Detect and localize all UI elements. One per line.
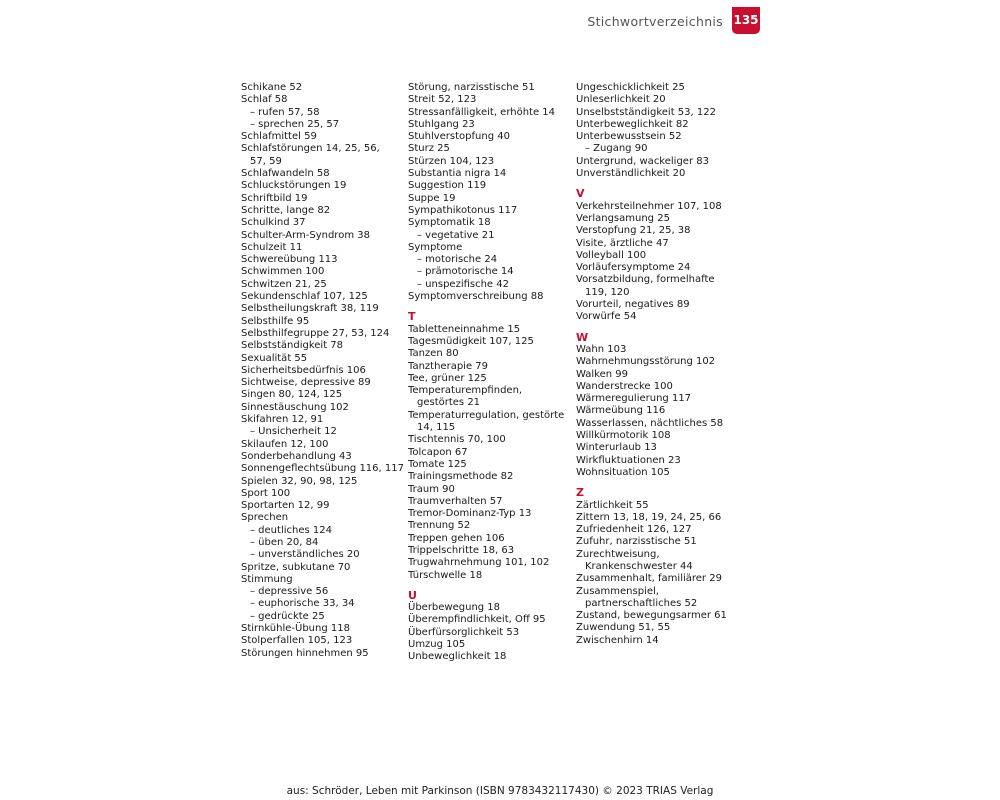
index-entry: Überbewegung 18 bbox=[408, 602, 501, 614]
index-entry: Störung, narzisstische 51 bbox=[408, 82, 535, 93]
index-entry: Singen 80, 124, 125 bbox=[241, 389, 343, 401]
index-entry: Wasserlassen, nächtliches 58 bbox=[576, 417, 724, 429]
index-entry-continuation: 57, 59 bbox=[250, 155, 282, 167]
index-section-letter: U bbox=[408, 588, 417, 602]
index-entry: Walken 99 bbox=[576, 368, 628, 380]
index-entry-continuation: gestörtes 21 bbox=[417, 397, 481, 409]
index-section-letter: W bbox=[576, 330, 589, 344]
index-entry: Volleyball 100 bbox=[576, 249, 647, 261]
index-entry: Zusammenhalt, familiärer 29 bbox=[576, 573, 722, 585]
index-entry: Schritte, lange 82 bbox=[241, 204, 331, 216]
index-entry: Schlafmittel 59 bbox=[241, 131, 317, 143]
index-entry: Schulkind 37 bbox=[241, 217, 306, 229]
index-entry: Wahrnehmungsstörung 102 bbox=[576, 356, 716, 368]
index-entry: Sturz 25 bbox=[408, 143, 450, 155]
index-entry: Tagesmüdigkeit 107, 125 bbox=[408, 335, 534, 347]
index-subentry: – prämotorische 14 bbox=[417, 266, 514, 278]
index-entry: Selbsthilfe 95 bbox=[241, 315, 310, 327]
index-entry: Zwischenhirn 14 bbox=[576, 634, 659, 646]
index-entry: Wärmeübung 116 bbox=[576, 405, 666, 417]
index-entry: Zustand, bewegungsarmer 61 bbox=[576, 610, 727, 622]
index-entry: Stirnkühle-Übung 118 bbox=[241, 623, 350, 635]
index-entry: Unbeweglichkeit 18 bbox=[408, 651, 507, 663]
index-entry: Tolcapon 67 bbox=[408, 446, 468, 458]
index-entry: Zuwendung 51, 55 bbox=[576, 622, 671, 634]
index-entry: Symptomverschreibung 88 bbox=[408, 291, 544, 303]
index-entry: Schwimmen 100 bbox=[241, 266, 325, 278]
index-entry: Selbstständigkeit 78 bbox=[241, 340, 344, 352]
index-entry: Schwereübung 113 bbox=[241, 254, 338, 266]
index-entry: Wanderstrecke 100 bbox=[576, 380, 673, 392]
index-entry: Stressanfälligkeit, erhöhte 14 bbox=[408, 106, 556, 118]
index-subentry: – üben 20, 84 bbox=[250, 536, 319, 548]
index-entry: Traum 90 bbox=[408, 483, 455, 495]
index-entry: Schulter-Arm-Syndrom 38 bbox=[241, 229, 370, 241]
index-entry: Stürzen 104, 123 bbox=[408, 155, 495, 167]
index-entry: Skilaufen 12, 100 bbox=[241, 438, 329, 450]
index-entry: Stuhlgang 23 bbox=[408, 118, 475, 130]
index-section-letter: Z bbox=[576, 486, 584, 500]
index-entry: Spielen 32, 90, 98, 125 bbox=[241, 475, 358, 487]
index-entry: Wärmeregulierung 117 bbox=[576, 393, 692, 405]
index-entry: Tomate 125 bbox=[408, 458, 467, 470]
index-entry: Tremor-Dominanz-Typ 13 bbox=[408, 508, 532, 520]
index-entry: Vorsatzbildung, formelhafte bbox=[576, 274, 715, 286]
index-column-2 bbox=[408, 82, 573, 664]
index-entry: Schlafstörungen 14, 25, 56, bbox=[241, 143, 380, 155]
index-entry: Sonnengeflechtsübung 116, 117 bbox=[241, 463, 404, 475]
index-column-1 bbox=[241, 82, 406, 660]
index-entry: Schriftbild 19 bbox=[241, 192, 308, 204]
index-entry: Sport 100 bbox=[241, 487, 291, 499]
index-entry: Schlafwandeln 58 bbox=[241, 168, 330, 180]
index-entry: Traumverhalten 57 bbox=[408, 495, 503, 507]
index-entry-continuation: 14, 115 bbox=[417, 422, 456, 434]
index-section-letter: T bbox=[408, 310, 416, 324]
index-entry: Störungen hinnehmen 95 bbox=[241, 647, 369, 659]
index-entry: Treppen gehen 106 bbox=[408, 532, 505, 544]
index-entry: Winterurlaub 13 bbox=[576, 442, 657, 454]
index-entry: Trennung 52 bbox=[408, 520, 471, 532]
index-entry: Wirkfluktuationen 23 bbox=[576, 454, 681, 466]
index-entry: Tabletteneinnahme 15 bbox=[408, 323, 521, 335]
index-entry: Sichtweise, depressive 89 bbox=[241, 377, 371, 389]
index-subentry: – depressive 56 bbox=[250, 586, 329, 598]
index-entry: Unselbstständigkeit 53, 122 bbox=[576, 106, 716, 118]
index-entry: Symptomatik 18 bbox=[408, 217, 491, 229]
running-header-title: Stichwortverzeichnis bbox=[587, 14, 723, 29]
index-entry: Verlangsamung 25 bbox=[576, 212, 670, 224]
index-entry: Zurechtweisung, bbox=[576, 548, 660, 560]
index-column-3 bbox=[576, 82, 741, 647]
index-entry: Vorwürfe 54 bbox=[576, 311, 637, 323]
index-subentry: – unspezifische 42 bbox=[417, 278, 509, 290]
index-entry: Zufriedenheit 126, 127 bbox=[576, 524, 692, 536]
index-entry: Stolperfallen 105, 123 bbox=[241, 635, 353, 647]
index-entry: Tanzen 80 bbox=[408, 348, 459, 360]
index-subentry: – gedrückte 25 bbox=[250, 610, 325, 622]
index-entry: Schwitzen 21, 25 bbox=[241, 278, 327, 290]
index-entry: Selbsthilfegruppe 27, 53, 124 bbox=[241, 327, 390, 339]
index-entry: Türschwelle 18 bbox=[408, 569, 483, 581]
index-entry: Sportarten 12, 99 bbox=[241, 500, 330, 512]
index-entry: Schikane 52 bbox=[241, 82, 303, 93]
index-entry: Trippelschritte 18, 63 bbox=[408, 544, 515, 556]
index-entry: Temperaturregulation, gestörte bbox=[408, 409, 565, 421]
index-entry: Wahn 103 bbox=[576, 343, 627, 355]
index-entry: Zittern 13, 18, 19, 24, 25, 66 bbox=[576, 511, 722, 523]
index-entry: Spritze, subkutane 70 bbox=[241, 561, 351, 573]
index-entry: Visite, ärztliche 47 bbox=[576, 237, 669, 249]
index-entry: Suggestion 119 bbox=[408, 180, 487, 192]
index-entry: Zusammenspiel, bbox=[576, 585, 659, 597]
index-entry: Unverständlichkeit 20 bbox=[576, 168, 686, 180]
index-entry: Tischtennis 70, 100 bbox=[408, 434, 506, 446]
index-entry: Sicherheitsbedürfnis 106 bbox=[241, 364, 366, 376]
index-entry: Tanztherapie 79 bbox=[408, 360, 488, 372]
index-entry: Schulzeit 11 bbox=[241, 241, 303, 253]
index-entry: Tee, grüner 125 bbox=[408, 372, 487, 384]
index-entry: Selbstheilungskraft 38, 119 bbox=[241, 303, 379, 315]
index-entry: Untergrund, wackeliger 83 bbox=[576, 155, 709, 167]
index-entry: Skifahren 12, 91 bbox=[241, 414, 324, 426]
index-entry: Sonderbehandlung 43 bbox=[241, 450, 352, 462]
index-subentry: – Unsicherheit 12 bbox=[250, 426, 337, 438]
index-entry-continuation: partnerschaftliches 52 bbox=[585, 597, 698, 609]
index-subentry: – Zugang 90 bbox=[585, 143, 648, 155]
page-number-badge: 135 bbox=[732, 7, 760, 34]
index-entry: Temperaturempfinden, bbox=[408, 385, 523, 397]
index-entry: Verkehrsteilnehmer 107, 108 bbox=[576, 200, 722, 212]
index-entry: Stuhlverstopfung 40 bbox=[408, 131, 510, 143]
index-entry: Unterbeweglichkeit 82 bbox=[576, 118, 689, 130]
index-entry: Unleserlichkeit 20 bbox=[576, 94, 666, 106]
index-entry: Schluckstörungen 19 bbox=[241, 180, 347, 192]
index-entry: Streit 52, 123 bbox=[408, 94, 477, 106]
index-entry: Sekundenschlaf 107, 125 bbox=[241, 291, 368, 303]
source-footer: aus: Schröder, Leben mit Parkinson (ISBN 9783432117430) © 2023 TRIAS Verlag bbox=[286, 785, 714, 797]
index-entry: Zufuhr, narzisstische 51 bbox=[576, 536, 697, 548]
index-entry: Sympathikotonus 117 bbox=[408, 204, 518, 216]
index-section-letter: V bbox=[576, 187, 585, 201]
index-subentry: – unverständliches 20 bbox=[250, 549, 360, 561]
index-entry: Wohnsituation 105 bbox=[576, 466, 670, 478]
index-subentry: – deutliches 124 bbox=[250, 524, 332, 536]
index-entry-continuation: Krankenschwester 44 bbox=[585, 560, 693, 572]
index-entry: Sinnestäuschung 102 bbox=[241, 401, 349, 413]
index-entry: Trainingsmethode 82 bbox=[408, 471, 514, 483]
index-entry: Schlaf 58 bbox=[241, 94, 288, 106]
index-entry: Willkürmotorik 108 bbox=[576, 430, 671, 442]
index-entry: Verstopfung 21, 25, 38 bbox=[576, 225, 691, 237]
index-entry: Sexualität 55 bbox=[241, 352, 308, 364]
index-entry: Symptome bbox=[408, 241, 463, 253]
index-subentry: – vegetative 21 bbox=[417, 229, 495, 241]
index-entry-continuation: 119, 120 bbox=[585, 286, 630, 298]
index-entry: Umzug 105 bbox=[408, 639, 466, 651]
index-entry: Trugwahrnehmung 101, 102 bbox=[408, 557, 550, 569]
index-subentry: – euphorische 33, 34 bbox=[250, 598, 355, 610]
index-entry: Sprechen bbox=[241, 512, 289, 524]
index-entry: Substantia nigra 14 bbox=[408, 168, 507, 180]
index-subentry: – motorische 24 bbox=[417, 254, 498, 266]
index-subentry: – sprechen 25, 57 bbox=[250, 118, 340, 130]
index-entry: Überfürsorglichkeit 53 bbox=[408, 626, 520, 638]
index-entry: Ungeschicklichkeit 25 bbox=[576, 82, 685, 93]
index-entry: Suppe 19 bbox=[408, 192, 456, 204]
index-entry: Vorläufersymptome 24 bbox=[576, 262, 691, 274]
index-entry: Stimmung bbox=[241, 573, 293, 585]
index-entry: Unterbewusstsein 52 bbox=[576, 131, 682, 143]
index-subentry: – rufen 57, 58 bbox=[250, 106, 320, 118]
index-entry: Vorurteil, negatives 89 bbox=[576, 299, 690, 311]
index-entry: Zärtlichkeit 55 bbox=[576, 499, 649, 511]
index-entry: Überempfindlichkeit, Off 95 bbox=[408, 614, 546, 626]
